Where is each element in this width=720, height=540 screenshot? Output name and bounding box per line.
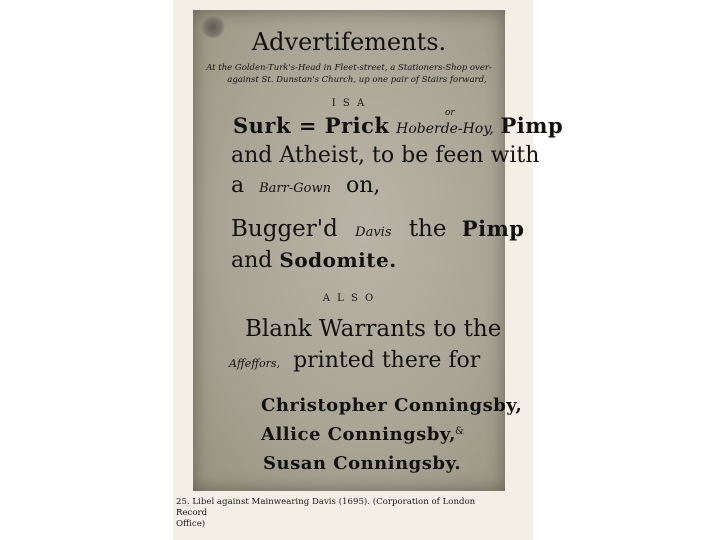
intro-line-1: At the Golden-Turk's-Head in Fleet-street, a Stationers-Shop over- [206, 63, 492, 73]
libel-photograph [193, 10, 564, 491]
handwritten-mark: or [445, 108, 455, 118]
line-5 [231, 248, 543, 273]
line-3-part-c: on, [345, 173, 381, 198]
line-4-part-b: Davis [355, 225, 392, 240]
name-3: Susan Conningsby. [263, 453, 462, 474]
line-7 [229, 348, 541, 373]
line-4-part-d: Pimp [461, 216, 525, 241]
line-3 [231, 173, 543, 198]
line-2: and Atheist, to be feen with [231, 143, 540, 168]
line-5-part-a: and [231, 248, 273, 273]
heading: Advertifements. [251, 28, 447, 56]
line-7-part-b: printed there for [293, 348, 481, 373]
name-1: Christopher Conningsby, [261, 395, 523, 416]
line-3-part-a: a [231, 173, 245, 198]
caption-line-1: 25. Libel against Mainwearing Davis (1695). (Corporation of London Record [176, 497, 476, 518]
figure-caption [176, 497, 506, 530]
line-1 [233, 113, 564, 138]
line-4-part-a: Bugger'd [231, 216, 338, 242]
line-1-part-c: Pimp [500, 113, 564, 138]
line-3-part-b: Barr-Gown [259, 181, 331, 196]
also-label: A L S O [322, 293, 376, 304]
line-4-part-c: the [408, 216, 447, 242]
line-5-part-b: Sodomite. [279, 248, 397, 272]
line-6: Blank Warrants to the [245, 316, 502, 342]
line-1-part-b: Hoberde-Hoy, [396, 121, 494, 137]
name-2: Allice Conningsby, [261, 424, 456, 445]
is-a-label: I S A [331, 98, 367, 109]
line-7-part-a: Affeffors, [229, 357, 281, 370]
intro-line-2: against St. Dunstan's Church, up one pair of Stairs forward, [227, 75, 487, 85]
ampersand-mark: & [455, 426, 464, 437]
line-1-part-a: Surk = Prick [233, 113, 390, 138]
caption-line-2: Office) [176, 519, 206, 529]
line-4 [231, 216, 543, 242]
